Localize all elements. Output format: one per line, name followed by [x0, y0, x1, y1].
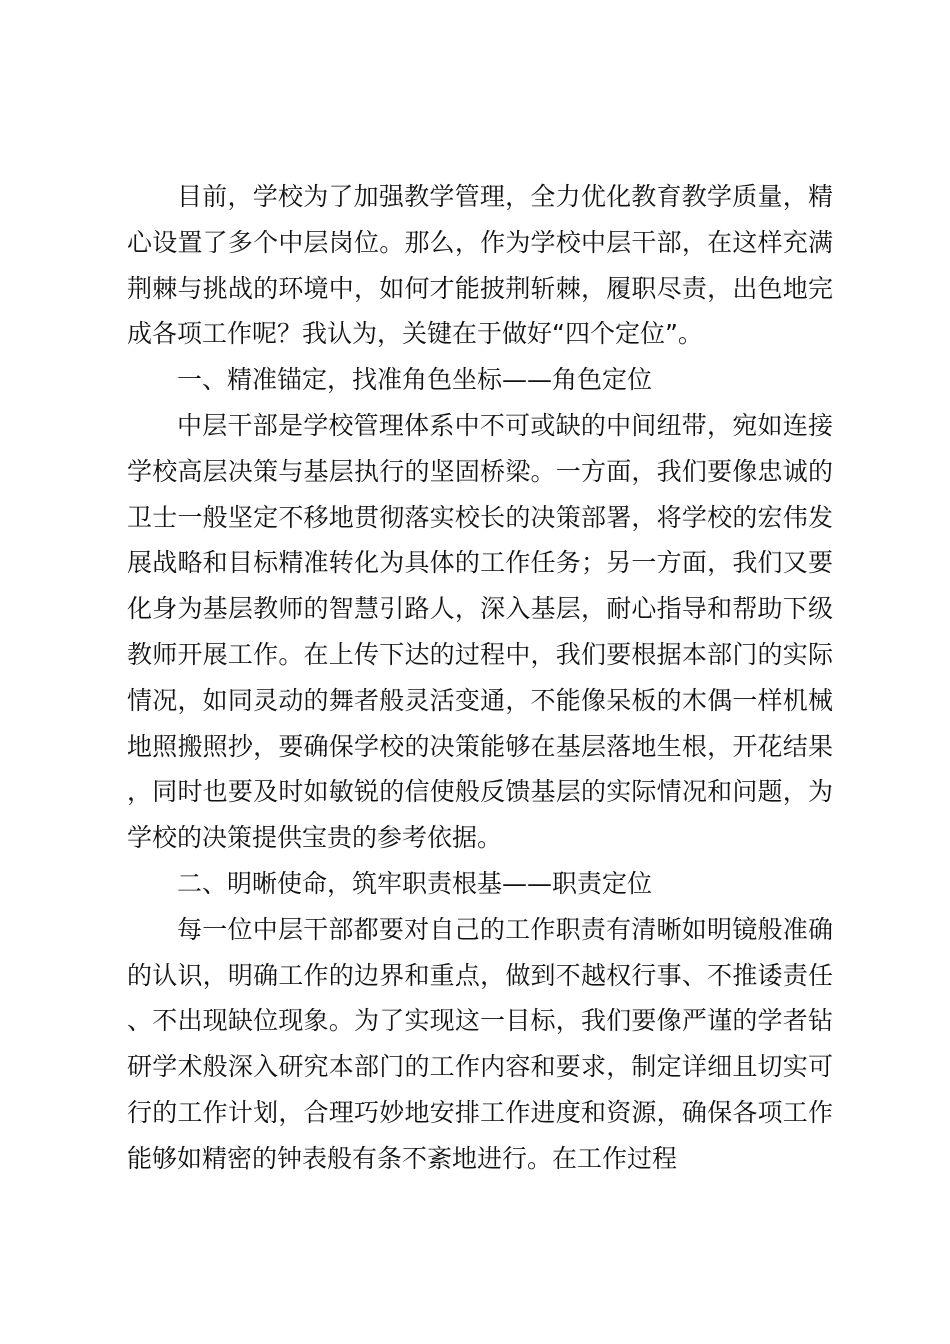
section-heading-duty: 二、明晰使命，筑牢职责根基——职责定位 [177, 868, 653, 898]
role-paragraph: 中层干部是学校管理体系中不可或缺的中间纽带，宛如连接学校高层决策与基层执行的坚固桥梁。一方面，我们要像忠诚的卫士一般坚定不移地贯彻落实校长的决策部署，将学校的宏伟发展战略和目标精准转化为具体的工作任务；另一方面，我们又要化身为基层教师的智慧引路人，深入基层，耐心指导和帮助下级教师开展工作。在上传下达的过程中，我们要根据本部门的实际情况，如同灵动的舞者般灵活变通，不能像呆板的木偶一样机械地照搬照抄，要确保学校的决策能够在基层落地生根，开花结果，同时也要及时如敏锐的信使般反馈基层的实际情况和问题，为学校的决策提供宝贵的参考依据。 [127, 410, 833, 853]
duty-paragraph: 每一位中层干部都要对自己的工作职责有清晰如明镜般准确的认识，明确工作的边界和重点，做到不越权行事、不推诿责任、不出现缺位现象。为了实现这一目标，我们要像严谨的学者钻研学术般深入研究本部门的工作内容和要求，制定详细且切实可行的工作计划，合理巧妙地安排工作进度和资源，确保各项工作能够如精密的钟表般有条不紊地进行。在工作过程 [127, 914, 833, 1173]
document-body [127, 174, 833, 1182]
intro-paragraph: 目前，学校为了加强教学管理，全力优化教育教学质量，精心设置了多个中层岗位。那么，作为学校中层干部，在这样充满荆棘与挑战的环境中，如何才能披荆斩棘，履职尽责，出色地完成各项工作呢？我认为，关键在于做好“四个定位”。 [127, 182, 833, 349]
section-heading-role: 一、精准锚定，找准角色坐标——角色定位 [177, 365, 653, 395]
